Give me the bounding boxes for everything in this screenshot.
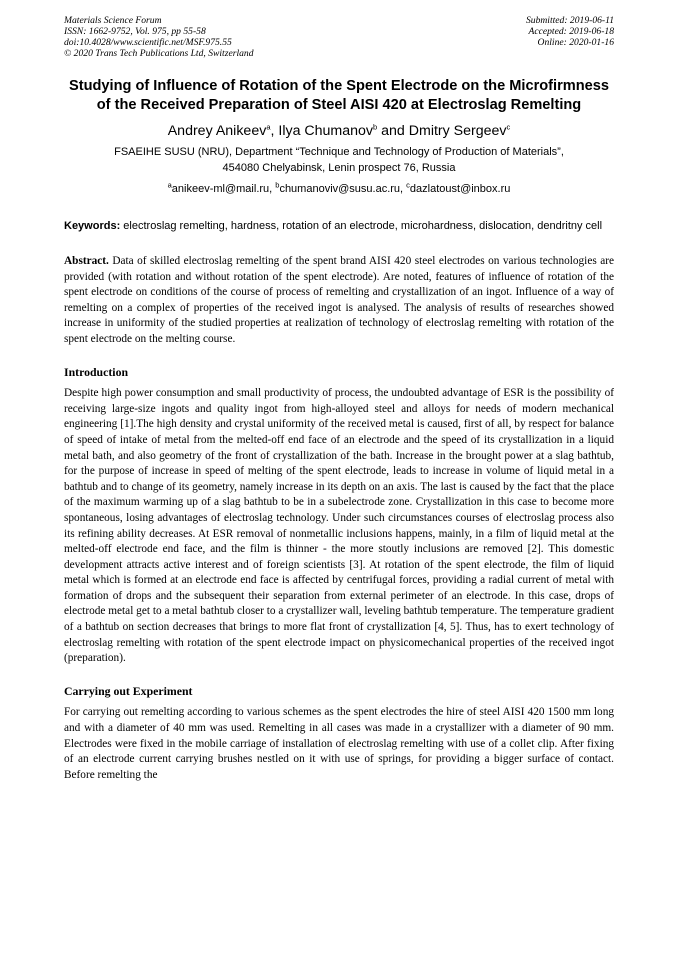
author-marker: a [266,122,271,132]
keywords-text: electroslag remelting, hardness, rotation of an electrode, microhardness, dislocation, dendritny cell [120,220,603,232]
author-marker: c [506,122,511,132]
affiliation-line: FSAEIHE SUSU (NRU), Department “Technique and Technology of Production of Materials”, [114,146,564,158]
author-emails [64,182,614,196]
email-link[interactable]: chumanoviv@susu.ac.ru, [279,183,407,195]
section-heading-introduction: Introduction [64,364,129,379]
abstract [64,254,614,348]
email-marker: b [275,180,280,190]
author-name: Andrey Anikeev [167,123,267,139]
affiliation-line: 454080 Chelyabinsk, Lenin prospect 76, Russia [222,161,456,174]
keywords [64,218,614,234]
email-marker: c [406,180,410,190]
author-separator: and [377,123,409,139]
experiment-paragraph: For carrying out remelting according to various schemes as the spent electrodes the hire of steel AISI 420 1500 mm long and with a diameter of 40 mm was used. Remelting in all cases was made in a crystallizer with a diameter of 90 mm. Electrodes were fixed in the mobile carriage of installation of electroslag remelting with use of a collet clip. After fixing of an electrode current carrying brushes nestled on it with use of springs, for providing a bigger surface of contact. Before remelting the [64,706,614,781]
author-separator: , [270,123,279,139]
abstract-text: Data of skilled electroslag remelting of the spent brand AISI 420 steel electrodes on various technologies are provided (with rotation and without rotation of the spent electrode). Are noted, features of influence of rotation of the spent electrode on conditions of the course of process of remelting and crystallization of an ingot. Influence of a way of remelting on a complex of properties of the received ingot is analysed. The analysis of results of researches showed increase in uniformity of the studied properties at realization of technology of electroslag remelting with rotation of the spent electrode on the melting course. [64,255,614,345]
date-accepted: Accepted: 2019-06-18 [528,26,614,37]
date-submitted: Submitted: 2019-06-11 [525,15,614,26]
introduction-paragraph: Despite high power consumption and small productivity of process, the undoubted advantage of ESR is the possibility of receiving large-size ingots and quality ingot from high-alloyed steel and alloys for needs of modern mechanical engineering [1].The high density and crystal uniformity of the received metal is caused, first of all, by respect for balance of speed of intake of metal from the melted-off end face of an electrode and the speed of its crystallization in a liquid metal bath, and also geometry of the front of crystallization of the bath. Increase in the brought power at a slag bathtub, for the purpose of increase in speed of melting of the spent electrode, leads to increase in volume of liquid metal in a bathtub and to change of its geometry, namely increase in its depth on an axis. The last is caused by the fact that the place of the maximum warming up of a slag bathtub to be in a subelectrode zone. Crystallization in this case to become more spontaneous, losing advantages of electroslag technology. Under such circumstances courses of electroslag process also its refining ability decreases. At ESR removal of nonmetallic inclusions happens, mainly, in a film of liquid metal at the melted-off electrode end face, and the film is thinner - the more stoutly inclusions are removed [2]. This domestic development attracts active interest and of foreign scientists [3]. At rotation of the spent electrode, the film of liquid metal which is formed at an electrode end face is affected by centrifugal forces, providing a radial current of metal with formation of drops and the subsequent their separation from external perimeter of an electrode. In this case, drops of electrode metal get to a metal bathtub closer to a crystallizer wall, leveling bathtub temperature. The temperature gradient of a bathtub on section decreases that brings to more flat front of crystallization [4, 5]. Thus, has to exert technology of electroslag remelting with rotation of the spent electrode impact on physicomechanical properties of the received ingot (preparation). [64,387,614,665]
affiliation [64,145,614,176]
journal-doi: doi:10.4028/www.scientific.net/MSF.975.55 [64,37,232,48]
author-marker: b [373,122,378,132]
journal-name: Materials Science Forum [64,15,162,26]
section-heading-experiment: Carrying out Experiment [64,683,193,698]
publication-meta [64,15,614,59]
paper-title: Studying of Influence of Rotation of the Spent Electrode on the Microfirmness of the Received Preparation of Steel AISI 420 at Electroslag Remelting [69,78,609,113]
abstract-label: Abstract. [64,255,109,267]
journal-issn: ISSN: 1662-9752, Vol. 975, pp 55-58 [64,26,206,37]
author-name: Ilya Chumanov [278,123,374,139]
journal-info [64,15,254,59]
date-online: Online: 2020-01-16 [537,37,614,48]
author-name: Dmitry Sergeev [408,123,507,139]
publication-dates [526,15,614,59]
email-marker: a [167,180,172,190]
email-link[interactable]: anikeev-ml@mail.ru, [171,183,276,195]
journal-copyright: © 2020 Trans Tech Publications Ltd, Switzerland [64,48,254,59]
keywords-label: Keywords: [64,220,121,232]
author-list [64,122,614,140]
email-link[interactable]: dazlatoust@inbox.ru [409,183,511,195]
